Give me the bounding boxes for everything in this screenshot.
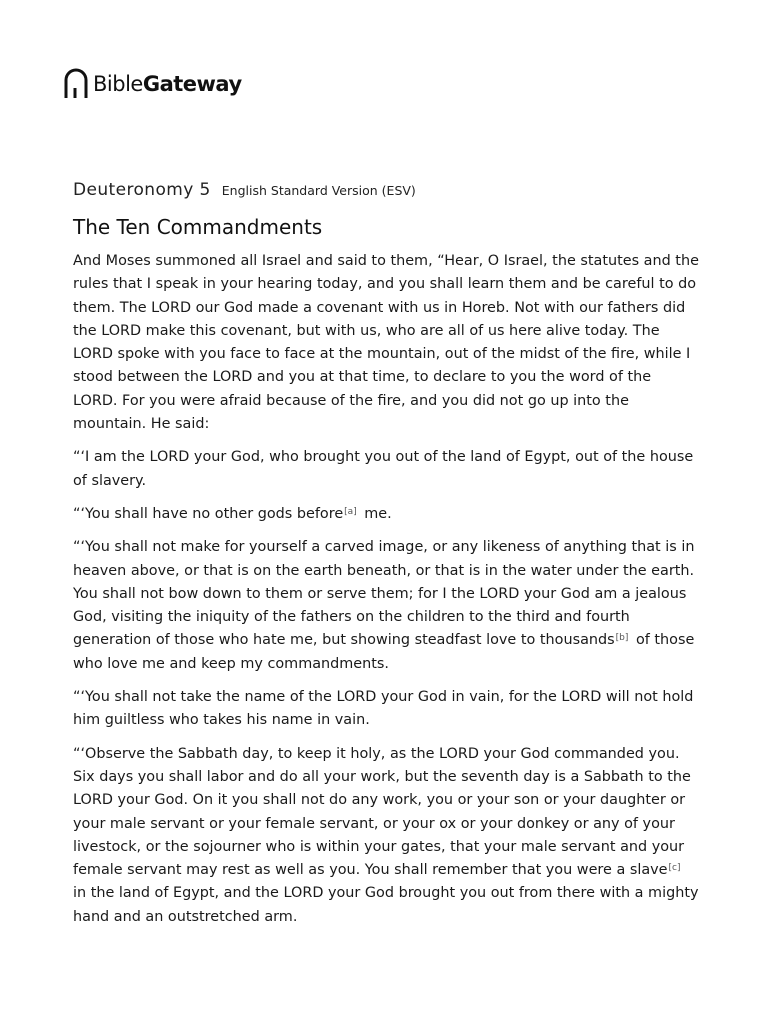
verse-text: of those who love me and keep my commandments. xyxy=(73,632,695,672)
footnote-link-c[interactable]: [c] xyxy=(668,863,681,874)
biblegateway-logo[interactable] xyxy=(62,66,242,102)
passage-content xyxy=(73,178,699,939)
brand-bible: Bible xyxy=(93,72,143,96)
verse-paragraph: And Moses summoned all Israel and said to them, “Hear, O Israel, the statutes and the rules that I speak in your hearing today, and you shall learn them and be careful to do them. The LORD our God made a covenant with us in Horeb. Not with our fathers did the LORD make this covenant, but with us, who are all of us here alive today. The LORD spoke with you face to face at the mountain, out of the midst of the fire, while I stood between the LORD and you at that time, to declare to you the word of the LORD. For you were afraid because of the fire, and you did not go up into the mountain. He said: xyxy=(73,253,699,433)
verse-text: “‘You shall not make for yourself a carved image, or any likeness of anything that is in heaven above, or that is on the earth beneath, or that is in the water under the earth. You shall not bow down to them or serve them; for I the LORD your God am a jealous God, visiting the iniquity of the fathers on the children to the third and fourth generation of those who hate me, but showing steadfast love to thousands xyxy=(73,539,695,649)
verse-paragraph: “‘You shall not take the name of the LORD your God in vain, for the LORD will not hold him guiltless who takes his name in vain. xyxy=(73,689,694,729)
brand-name xyxy=(93,66,242,102)
verse-paragraph: “‘I am the LORD your God, who brought you out of the land of Egypt, out of the house of slavery. xyxy=(73,449,694,489)
verse-paragraph xyxy=(73,536,699,676)
footnote-link-a[interactable]: [a] xyxy=(344,506,357,517)
verse-text: in the land of Egypt, and the LORD your God brought you out from there with a mighty hand and an outstretched arm. xyxy=(73,885,699,925)
footnote-link-b[interactable]: [b] xyxy=(615,633,629,644)
passage-heading xyxy=(73,178,699,203)
verse-text: “‘Observe the Sabbath day, to keep it holy, as the LORD your God commanded you. Six days you shall labor and do all your work, but the seventh day is a Sabbath to the LORD your God. On it you shall not do any work, you or your son or your daughter or your male servant or your female servant, or your ox or your donkey or any of your livestock, or the sojourner who is within your gates, that your male servant and your female servant may rest as well as you. You shall remember that you were a slave xyxy=(73,745,691,879)
version-label: English Standard Version (ESV) xyxy=(221,183,416,198)
section-title: The Ten Commandments xyxy=(73,215,323,239)
verse-text: “‘You shall have no other gods before xyxy=(73,505,344,522)
brand-gateway: Gateway xyxy=(142,72,242,96)
verse-paragraph xyxy=(73,743,699,929)
book-reference: Deuteronomy 5 xyxy=(73,180,211,200)
verse-paragraph xyxy=(73,503,699,526)
gateway-arch-icon xyxy=(62,66,92,102)
verse-text: me. xyxy=(359,505,392,522)
